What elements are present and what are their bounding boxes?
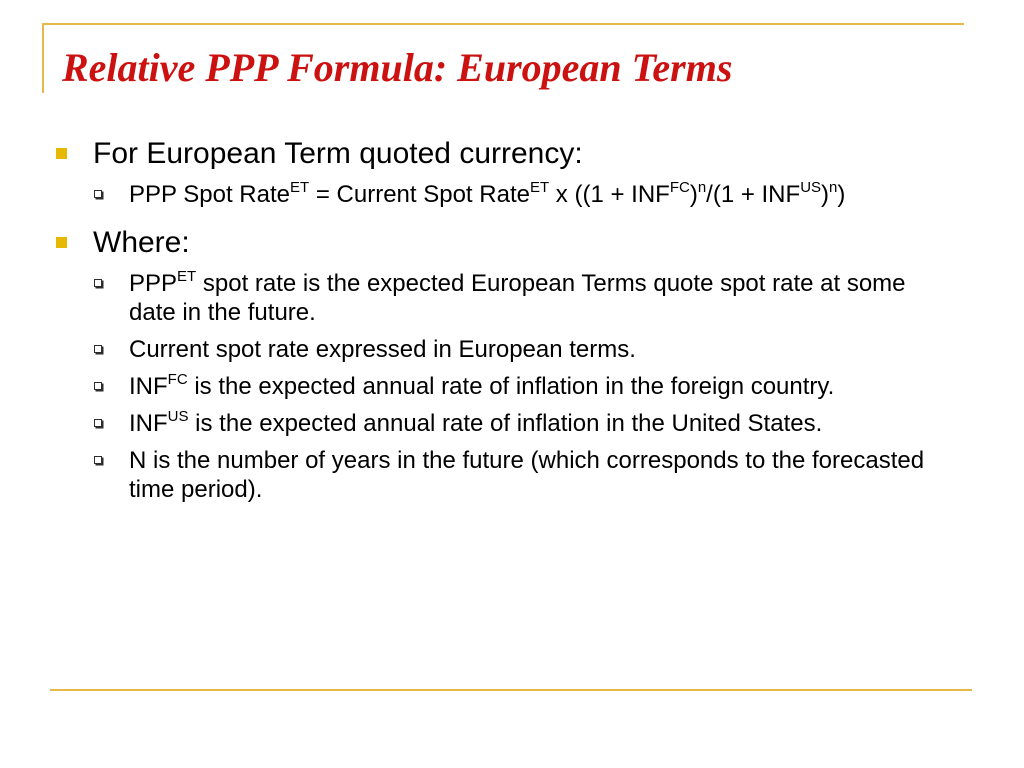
- sub-bullet-formula: [129, 180, 956, 209]
- hollow-square-bullet-icon: [94, 190, 102, 198]
- formula-superscript: ET: [290, 179, 310, 196]
- top-border-line: [42, 23, 964, 25]
- formula-part: PPP Spot Rate: [129, 181, 290, 208]
- bullet-text: Where:: [93, 226, 190, 259]
- hollow-square-bullet-icon: [94, 382, 102, 390]
- hollow-square-bullet-icon: [94, 419, 102, 427]
- sub-bullet-text: PPP: [129, 270, 178, 297]
- formula-superscript: n: [697, 179, 707, 196]
- formula-superscript: ET: [529, 179, 550, 196]
- sub-bullet-superscript: US: [167, 408, 189, 425]
- sub-bullet-text: INF: [129, 410, 168, 437]
- left-border-line: [42, 23, 44, 93]
- bullet-where: [56, 223, 956, 263]
- bottom-border-line: [50, 689, 972, 691]
- sub-bullet-text: N is the number of years in the future (which corresponds to the forecasted time period).: [129, 447, 925, 503]
- formula-part: ): [689, 181, 698, 208]
- sub-bullet-text: INF: [129, 373, 168, 400]
- hollow-square-bullet-icon: [94, 345, 102, 353]
- hollow-square-bullet-icon: [94, 456, 102, 464]
- formula-part: = Current Spot Rate: [309, 181, 530, 208]
- slide-body: [56, 134, 956, 512]
- sub-bullet-n-years: [129, 446, 956, 504]
- bullet-european-term: [56, 134, 956, 174]
- formula-superscript: FC: [669, 179, 690, 196]
- sub-bullet-inf-us: [129, 409, 956, 438]
- formula-part: /(1 + INF: [706, 181, 801, 208]
- hollow-square-bullet-icon: [94, 279, 102, 287]
- sub-bullet-current-spot-rate: [129, 335, 956, 364]
- sub-bullet-superscript: FC: [167, 371, 188, 388]
- sub-bullet-inf-fc: [129, 372, 956, 401]
- sub-bullet-text: Current spot rate expressed in European terms.: [129, 336, 636, 363]
- sub-bullet-ppp-et: [129, 269, 956, 327]
- bullet-text: For European Term quoted currency:: [93, 137, 583, 170]
- square-bullet-icon: [56, 148, 67, 159]
- formula-superscript: US: [800, 179, 822, 196]
- sub-bullet-text: spot rate is the expected European Terms quote spot rate at some date in the future.: [129, 270, 906, 326]
- sub-bullet-superscript: ET: [177, 268, 197, 285]
- formula-part: x ((1 + INF: [549, 181, 670, 208]
- sub-bullet-text: is the expected annual rate of inflation in the foreign country.: [187, 373, 835, 400]
- square-bullet-icon: [56, 237, 67, 248]
- formula-part: ): [821, 181, 830, 208]
- sub-bullet-text: is the expected annual rate of inflation in the United States.: [188, 410, 823, 437]
- slide-title: Relative PPP Formula: European Terms: [62, 45, 733, 90]
- formula-part: ): [837, 181, 846, 208]
- formula-superscript: n: [829, 179, 838, 196]
